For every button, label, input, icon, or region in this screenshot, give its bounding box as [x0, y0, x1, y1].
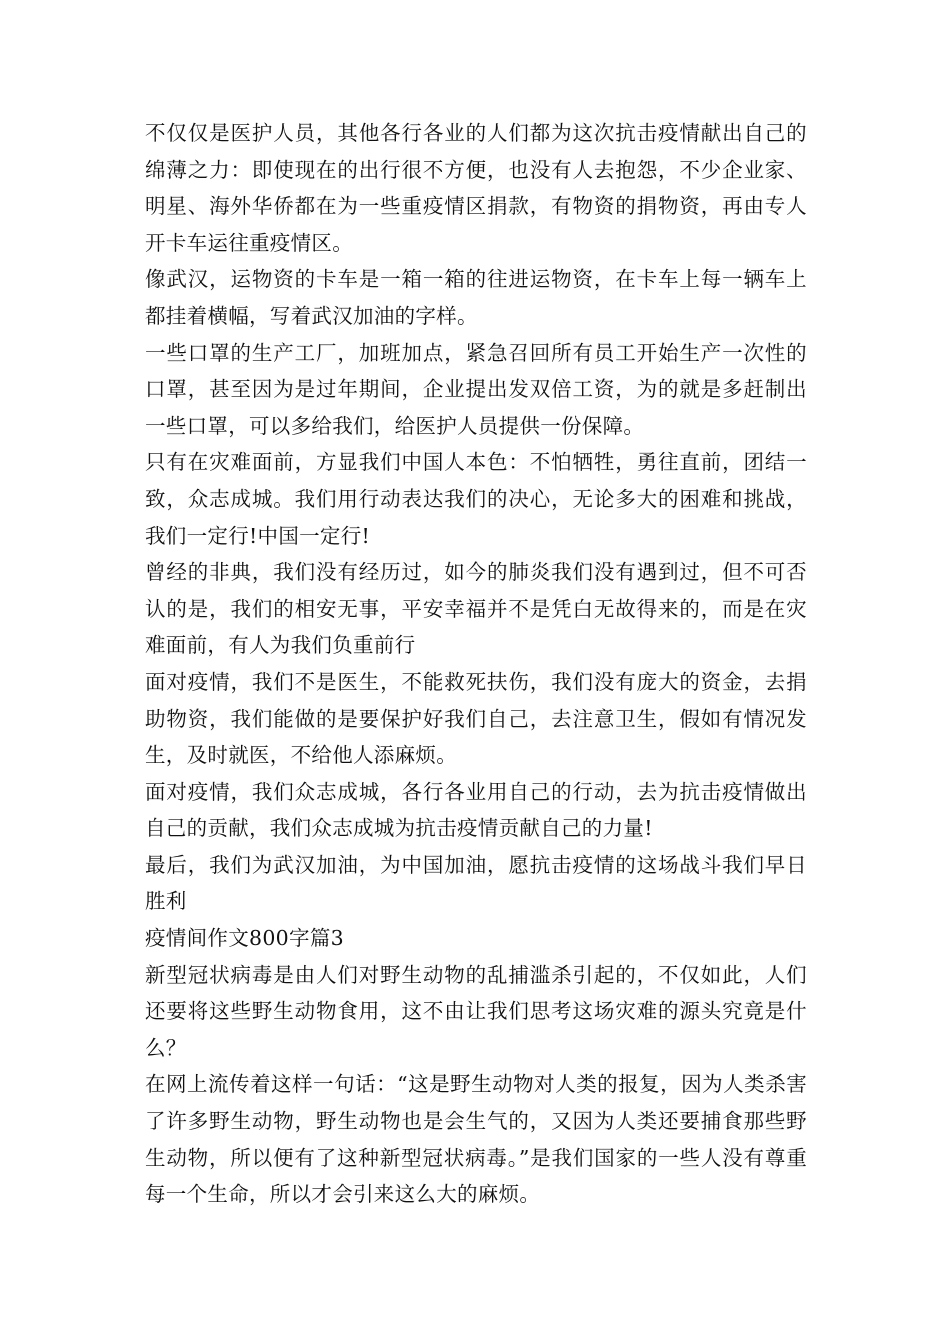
paragraph: 最后，我们为武汉加油，为中国加油，愿抗击疫情的这场战斗我们早日胜利 — [145, 852, 807, 914]
section-heading: 疫情间作文800字篇3 — [145, 926, 344, 951]
paragraph: 面对疫情，我们不是医生，不能救死扶伤，我们没有庞大的资金，去捐助物资，我们能做的是要保护好我们自己，去注意卫生，假如有情况发生，及时就医，不给他人添麻烦。 — [145, 669, 807, 768]
paragraph: 只有在灾难面前，方显我们中国人本色：不怕牺牲，勇往直前，团结一致，众志成城。我们用行动表达我们的决心，无论多大的困难和挑战，我们一定行!中国一定行! — [145, 450, 807, 548]
paragraph: 新型冠状病毒是由人们对野生动物的乱捕滥杀引起的，不仅如此，人们还要将这些野生动物食用，这不由让我们思考这场灾难的源头究竟是什么？ — [145, 962, 807, 1060]
document-page — [145, 115, 807, 1213]
paragraph: 一些口罩的生产工厂，加班加点，紧急召回所有员工开始生产一次性的口罩，甚至因为是过年期间，企业提出发双倍工资，为的就是多赶制出一些口罩，可以多给我们，给医护人员提供一份保障。 — [145, 340, 807, 438]
paragraph: 像武汉，运物资的卡车是一箱一箱的往进运物资，在卡车上每一辆车上都挂着横幅，写着武汉加油的字样。 — [145, 267, 807, 328]
paragraph: 不仅仅是医护人员，其他各行各业的人们都为这次抗击疫情献出自己的绵薄之力：即使现在的出行很不方便，也没有人去抱怨，不少企业家、明星、海外华侨都在为一些重疫情区捐款，有物资的捐物资，再由专人开卡车运往重疫情区。 — [145, 121, 807, 255]
paragraph: 曾经的非典，我们没有经历过，如今的肺炎我们没有遇到过，但不可否认的是，我们的相安无事，平安幸福并不是凭白无故得来的，而是在灾难面前，有人为我们负重前行 — [145, 560, 807, 658]
paragraph: 面对疫情，我们众志成城，各行各业用自己的行动，去为抗击疫情做出自己的贡献，我们众志成城为抗击疫情贡献自己的力量! — [145, 779, 807, 841]
paragraph: 在网上流传着这样一句话：“这是野生动物对人类的报复，因为人类杀害了许多野生动物，野生动物也是会生气的，又因为人类还要捕食那些野生动物，所以便有了这种新型冠状病毒。”是我们国家的一些人没有尊重每一个生命，所以才会引来这么大的麻烦。 — [145, 1072, 807, 1207]
